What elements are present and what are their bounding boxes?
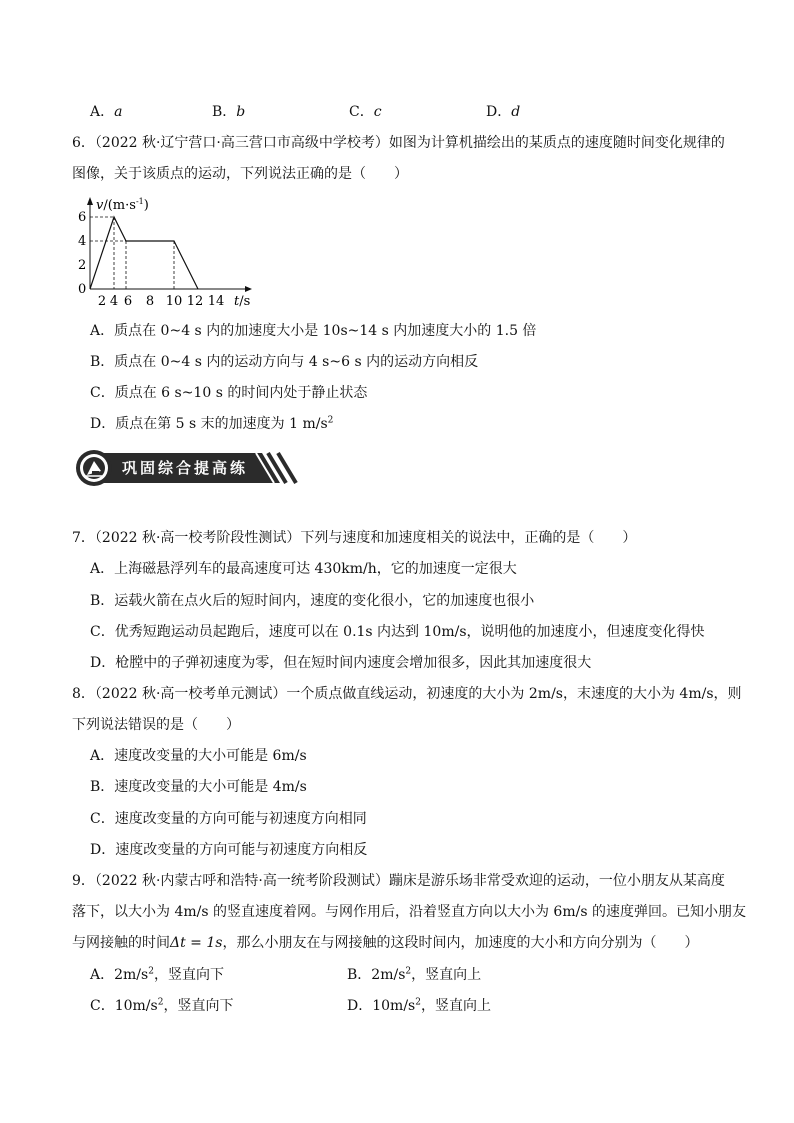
writing-hand-icon xyxy=(74,449,114,487)
q6-option-b: B．质点在 0~4 s 内的运动方向与 4 s~6 s 内的运动方向相反 xyxy=(90,354,479,370)
q7-option-a: A．上海磁悬浮列车的最高速度可达 430km/h，它的加速度一定很大 xyxy=(90,561,517,577)
q6-stem-line2: 图像，关于该质点的运动，下列说法正确的是（ ） xyxy=(72,166,408,182)
q8-option-a: A．速度改变量的大小可能是 6m/s xyxy=(90,748,307,764)
y-axis-arrow-icon xyxy=(87,197,93,205)
q6-option-d: D．质点在第 5 s 末的加速度为 1 $m/s^2$ xyxy=(90,415,334,432)
x-tick-8: 8 xyxy=(145,294,155,307)
q9-option-d: D．$10m/s^2$，竖直向上 xyxy=(347,997,491,1014)
q8-stem-line1: 8．（2022 秋·高一校考单元测试）一个质点做直线运动，初速度的大小为 2m/s，末速度的大小为 4m/s，则 xyxy=(72,686,742,702)
q9-option-c: C．$10m/s^2$，竖直向下 xyxy=(90,997,234,1014)
section-banner xyxy=(74,449,300,487)
q7-option-c: C．优秀短跑运动员起跑后，速度可以在 0.1s 内达到 10m/s，说明他的加速度小，但速度变化得快 xyxy=(90,624,705,640)
section-banner-title: 巩固综合提高练 xyxy=(122,459,249,477)
q5-option-d: D．d xyxy=(486,104,521,120)
q7-option-b: B．运载火箭在点火后的短时间内，速度的变化很小，它的加速度也很小 xyxy=(90,593,535,609)
velocity-time-graph xyxy=(70,195,270,307)
q8-option-d: D．速度改变量的方向可能与初速度方向相反 xyxy=(90,842,368,858)
y-tick-2: 2 xyxy=(78,258,87,273)
q8-option-b: B．速度改变量的大小可能是 4m/s xyxy=(90,779,307,795)
x-tick-10: 10 xyxy=(165,294,183,307)
x-tick-6: 6 xyxy=(123,294,133,307)
y-tick-0: 0 xyxy=(78,282,87,297)
q7-stem: 7．（2022 秋·高一校考阶段性测试）下列与速度和加速度相关的说法中，正确的是（ ） xyxy=(72,530,637,546)
q5-option-b: B．b xyxy=(212,104,246,120)
q9-stem-line3: 与网接触的时间Δt = 1s，那么小朋友在与网接触的这段时间内，加速度的大小和方向分别为（ ） xyxy=(72,935,699,951)
q5-option-c: C．c xyxy=(349,104,382,120)
y-axis-label: $v/(m\cdot s^{-1})$ xyxy=(96,197,149,213)
x-tick-12: 12 xyxy=(186,294,204,307)
q8-stem-line2: 下列说法错误的是（ ） xyxy=(72,717,240,733)
x-axis-arrow-icon xyxy=(245,286,252,292)
y-tick-6: 6 xyxy=(78,210,87,225)
q9-stem-line1: 9．（2022 秋·内蒙古呼和浩特·高一统考阶段测试）蹦床是游乐场非常受欢迎的运动，一位小朋友从某高度 xyxy=(72,873,725,889)
q5-option-a: A．a xyxy=(90,104,123,120)
q9-stem-line2: 落下，以大小为 4m/s 的竖直速度着网。与网作用后，沿着竖直方向以大小为 6m/s 的速度弹回。已知小朋友 xyxy=(72,904,746,920)
q6-stem-line1: 6．（2022 秋·辽宁营口·高三营口市高级中学校考）如图为计算机描绘出的某质点的速度随时间变化规律的 xyxy=(72,135,725,151)
q6-option-a: A．质点在 0~4 s 内的加速度大小是 10s~14 s 内加速度大小的 1.5 倍 xyxy=(90,323,537,339)
velocity-line xyxy=(90,217,198,289)
x-tick-4: 4 xyxy=(109,294,119,307)
x-axis-label: t/s xyxy=(234,294,251,307)
x-tick-2: 2 xyxy=(97,294,107,307)
y-tick-4: 4 xyxy=(78,234,87,249)
q9-option-b: B．$2m/s^2$，竖直向上 xyxy=(347,966,482,983)
q7-option-d: D．枪膛中的子弹初速度为零，但在短时间内速度会增加很多，因此其加速度很大 xyxy=(90,655,592,671)
q6-option-c: C．质点在 6 s~10 s 的时间内处于静止状态 xyxy=(90,385,368,401)
delta-t-formula: Δt = 1s xyxy=(170,935,223,951)
x-tick-14: 14 xyxy=(207,294,225,307)
q8-option-c: C．速度改变量的方向可能与初速度方向相同 xyxy=(90,811,367,827)
q9-option-a: A．$2m/s^2$，竖直向下 xyxy=(90,966,224,983)
